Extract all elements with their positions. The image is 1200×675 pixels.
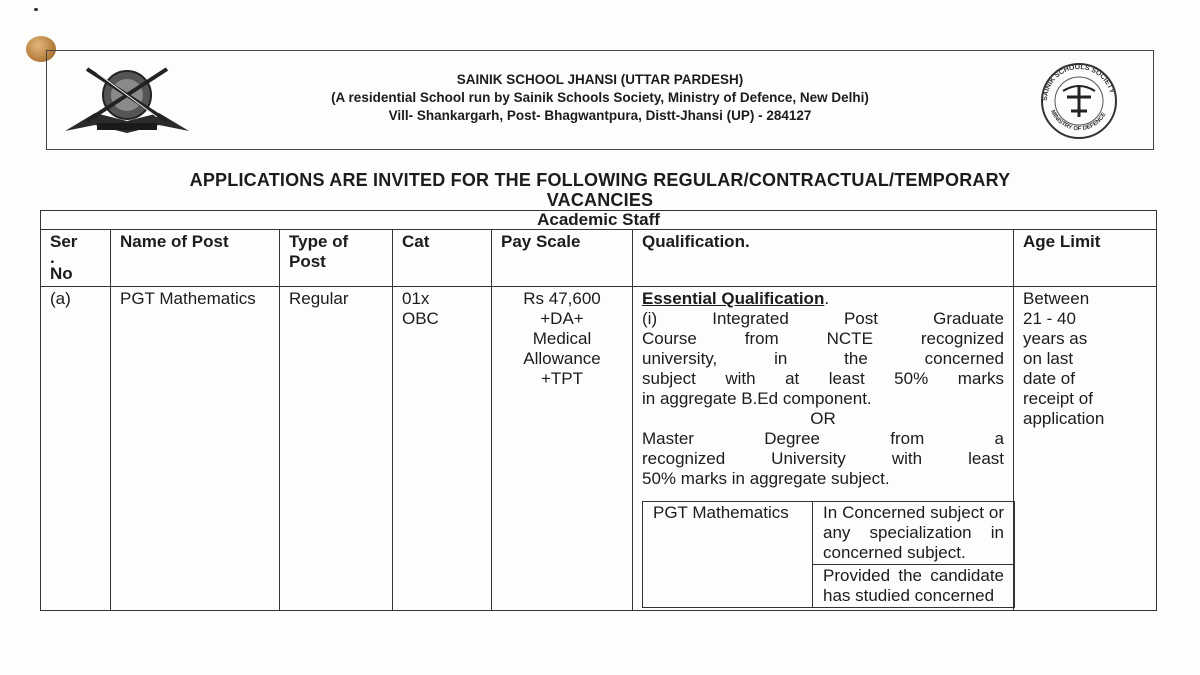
ser-cell: (a) [41,287,111,611]
school-subtitle: (A residential School run by Sainik Schools Society, Ministry of Defence, New Delhi) [331,90,869,105]
col-header-type: Type of Post [280,230,393,287]
col-header-qualification: Qualification. [633,230,1014,287]
col-header-age: Age Limit [1014,230,1157,287]
vacancy-table [40,210,1157,611]
inner-post-cell: PGT Mathematics [643,502,813,608]
col-header-cat: Cat [393,230,492,287]
col-header-ser: Ser . No [41,230,111,287]
col-header-pay: Pay Scale [492,230,633,287]
table-row [41,287,1157,611]
svg-text:SAINIK SCHOOLS SOCIETY: SAINIK SCHOOLS SOCIETY [1041,63,1116,102]
post-name-cell: PGT Mathematics [111,287,280,611]
section-title: Academic Staff [41,211,1157,230]
age-limit-cell: Between 21 - 40 years as on last date of receipt of application [1014,287,1157,611]
table-header-row [41,230,1157,287]
inner-requirement-cell: In Concerned subject or any specialization in concerned subject. [813,502,1015,565]
qualification-cell: Essential Qualification. (i) Integrated Post Graduate Course from NCTE recognized university, in the concerned subject with at least 50% marks in aggregate B.Ed component. OR Master Degree from a recognized University with least 50% marks in aggregate subject. PGT Mathematics In Concerned subject or any specialization in concerned subject. Provided the candidate has studied concerned [633,287,1014,611]
inner-proviso-cell: Provided the candidate has studied concerned [813,565,1015,608]
post-type-cell: Regular [280,287,393,611]
scan-speck [34,8,38,11]
announcement-title: APPLICATIONS ARE INVITED FOR THE FOLLOWING REGULAR/CONTRACTUAL/TEMPORARY VACANCIES [189,170,1011,210]
subject-qualification-table [642,501,1015,608]
sainik-school-crest-icon [57,61,197,139]
school-address: Vill- Shankargarh, Post- Bhagwantpura, Distt-Jhansi (UP) - 284127 [388,108,812,123]
letterhead [46,50,1154,150]
sainik-schools-society-seal-icon [1033,61,1125,141]
col-header-name: Name of Post [111,230,280,287]
pay-scale-cell: Rs 47,600 +DA+ Medical Allowance +TPT [492,287,633,611]
svg-text:MINISTRY OF DEFENCE: MINISTRY OF DEFENCE [1049,109,1108,133]
category-cell: 01x OBC [393,287,492,611]
essential-qualification-heading: Essential Qualification. [642,289,830,308]
school-name: SAINIK SCHOOL JHANSI (UTTAR PARDESH) [456,72,744,87]
